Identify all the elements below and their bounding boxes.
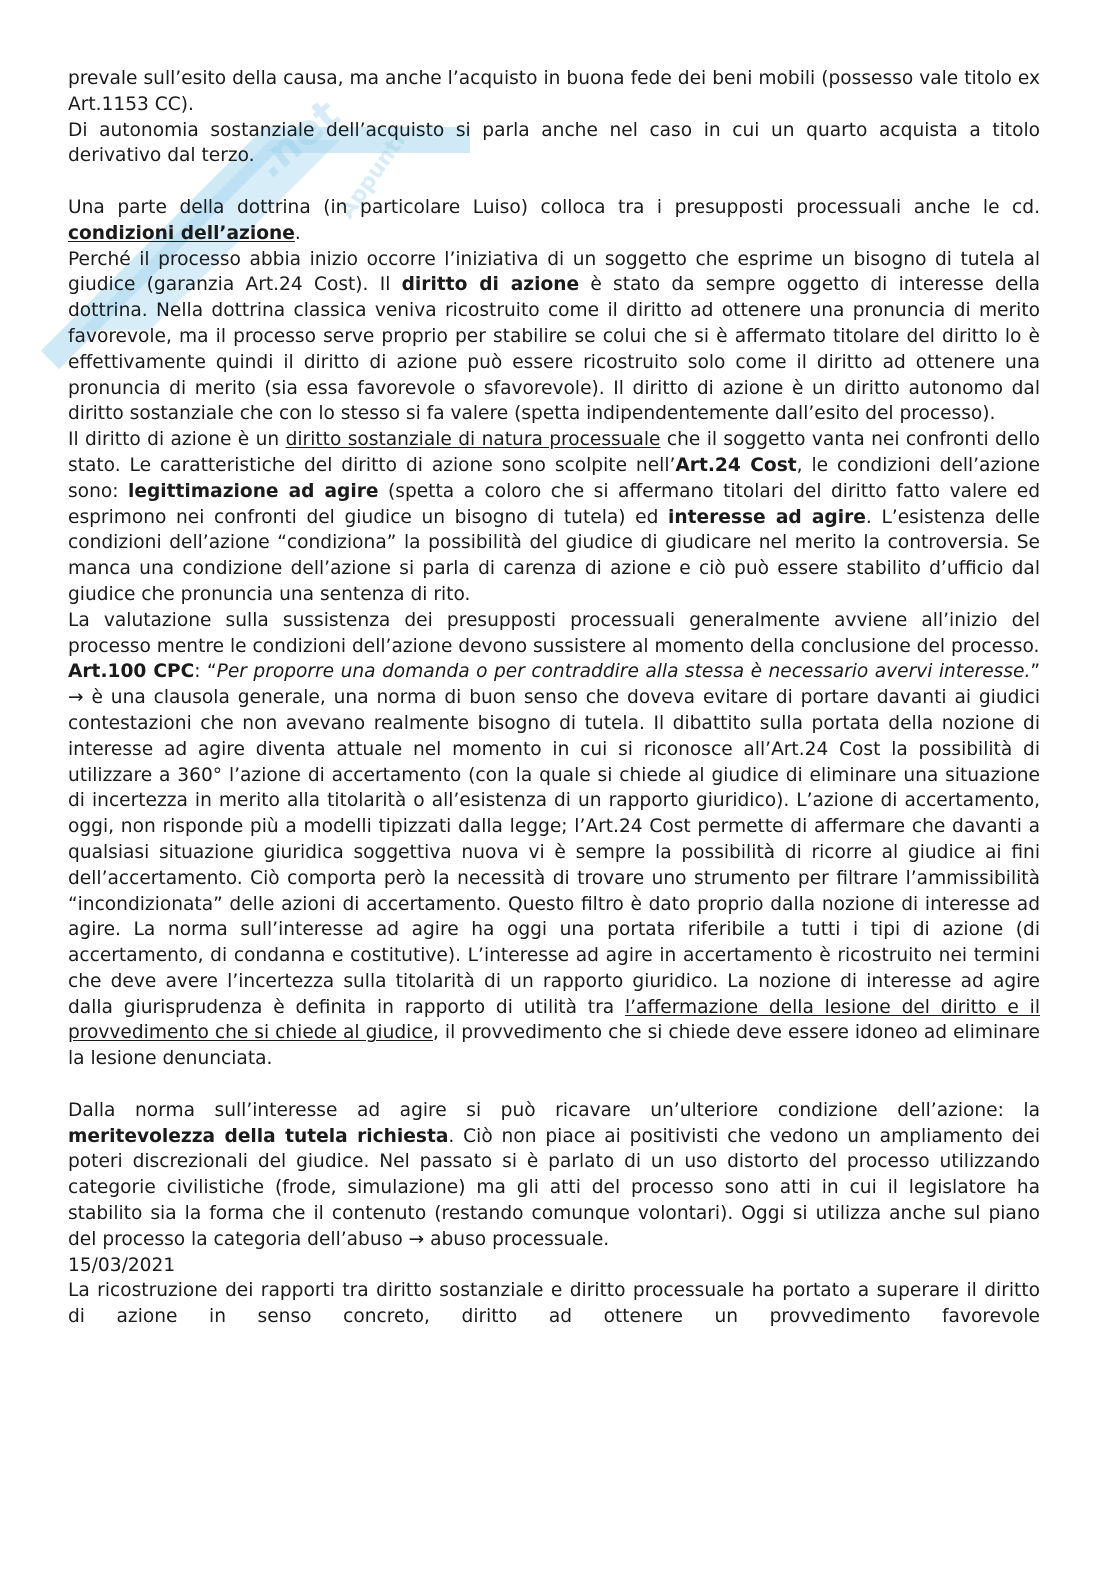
text-run: (spetta a coloro che si affermano titolari del diritto fatto valere ed esprimono nei confronti del giudice un bisogno di tutela) ed [68,480,1041,528]
text-run: che il soggetto vanta nei confronti dello stato. Le caratteristiche del diritto di azione sono scolpite nell’ [68,429,1040,476]
text-run: , le condizioni dell’azione sono: [68,454,1040,502]
spacer [68,169,1040,195]
paragraph: La ricostruzione dei rapporti tra diritto sostanziale e diritto processuale ha portato a superare il diritto di azione in senso concreto, diritto ad ottenere un provvedimento favorevole [68,1280,1040,1328]
bold-term: Art.24 Cost [675,454,797,476]
text-run: è una clausola generale, una norma di buon senso che doveva evitare di portare davanti ai giudici contestazioni che non avevano realmente bisogno di tutela. Il dibattito sulla portata della nozione di interesse ad agire diventa attuale nel momento in cui si riconosce all’Art.24 Cost la possibilità di utilizzare a 360° l’azione di accertamento (con la quale si chiede al giudice di eliminare una situazione di incertezza in merito alla titolarità o all’esistenza di un rapporto giuridico). L’azione di accertamento, oggi, non risponde più a modelli tipizzati dalla legge; l’Art.24 Cost permette di affermare che davanti a qualsiasi situazione giuridica soggettiva nuova vi è sempre la possibilità di ricorre al giudice ai fini dell’accertamento. Ciò comporta però la necessità di trovare uno strumento per filtrare l’ammissibilità “incondizionata” delle azioni di accertamento. Questo filtro è dato proprio dalla nozione di interesse ad agire. La norma sull’interesse ad agire ha oggi una portata riferibile a tutti i tipi di azione (di accertamento, di condanna e costitutive). L’interesse ad agire in accertamento è ricostruito nei termini che deve avere l’incertezza sulla titolarità di un rapporto giuridico. La nozione di interesse ad agire dalla giurisprudenza è definita in rapporto di utilità tra [68,687,1040,1018]
text-run: Una parte della dottrina (in particolare Luiso) colloca tra i presupposti processuali anche le cd. [68,196,1040,218]
arrow-right-icon: → [68,687,84,709]
text-run: . Ciò non piace ai positivisti che vedono un ampliamento dei poteri discrezionali del giudice. Nel passato si è parlato di un uso distorto del processo utilizzando categorie civilistiche (frode, simulazione) ma gli atti del processo sono atti in cui il legislatore ha stabilito sia la forma che il contenuto (restando comunque volontari). Oggi si utilizza anche sul piano del processo la categoria dell’abuso [68,1125,1040,1250]
bold-term: meritevolezza della tutela richiesta [68,1125,449,1147]
text-run: è stato da sempre oggetto di interesse della dottrina. Nella dottrina classica veniva ricostruito come il diritto ad ottenere una pronuncia di merito favorevole, ma il processo serve proprio per stabilire se colui che si è affermato titolare del diritto lo è effettivamente quindi il diritto di azione può essere ricostruito solo come il diritto ad ottenere una pronuncia di merito (sia essa favorevole o sfavorevole). Il diritto di azione è un diritto autonomo dal diritto sostanziale che con lo stesso si fa valere (spetta indipendentemente dall’esito del processo). [68,274,1040,425]
text-run: , il provvedimento che si chiede deve essere idoneo ad eliminare la lesione denunciata. [68,1022,1040,1070]
paragraph: La valutazione sulla sussistenza dei presupposti processuali generalmente avviene all’inizio del processo mentre le condizioni dell’azione devono sussistere al momento della conclusione del processo. [68,609,1040,657]
bold-term: legittimazione ad agire [127,480,379,502]
bold-term: diritto di azione [401,274,580,296]
paragraph [68,1098,1040,1253]
bold-underline-term: condizioni dell’azione [68,222,295,244]
text-run: . L’esistenza delle condizioni dell’azione “condiziona” la possibilità del giudice di giudicare nel merito la controversia. Se manca una condizione dell’azione si parla di carenza di azione e ciò può essere stabilito d’ufficio dal giudice che pronuncia una sentenza di rito. [68,506,1040,605]
bold-term: Art.100 CPC [68,661,195,683]
document-body [68,66,1040,1330]
svg-text:Appunti: Appunti [334,128,412,224]
text-run: : “ [194,661,217,683]
spacer [68,1072,1040,1098]
underlined-term: l’affermazione della lesione del diritto e il provvedimento che si chiede al giudice [68,996,1040,1044]
paragraph [68,659,1040,1072]
text-run: Perché il processo abbia inizio occorre l’iniziativa di un soggetto che esprime un bisogno di tutela al giudice (garanzia Art.24 Cost). Il [68,248,1040,296]
text-run: . [294,222,301,244]
text-run: ” [1030,661,1041,683]
bold-term: interesse ad agire [668,506,866,528]
paragraph [68,247,1040,428]
text-run: Dalla norma sull’interesse ad agire si può ricavare un’ulteriore condizione dell’azione: la [68,1099,1040,1121]
date-line: 15/03/2021 [68,1254,176,1276]
paragraph: Di autonomia sostanziale dell’acquisto si parla anche nel caso in cui un quarto acquista a titolo derivativo dal terzo. [68,119,1040,167]
text-run: abuso processuale. [424,1228,610,1250]
svg-text:.net: .net [244,89,349,188]
italic-quote: Per proporre una domanda o per contraddire alla stessa è necessario avervi interesse. [216,661,1031,683]
paragraph [68,195,1040,247]
underlined-term: diritto sostanziale di natura processuale [285,429,661,451]
paragraph [68,427,1040,608]
paragraph: prevale sull’esito della causa, ma anche l’acquisto in buona fede dei beni mobili (possesso vale titolo ex Art.1153 CC). [68,68,1040,115]
text-run: Il diritto di azione è un [68,429,286,451]
arrow-right-icon: → [408,1228,425,1250]
